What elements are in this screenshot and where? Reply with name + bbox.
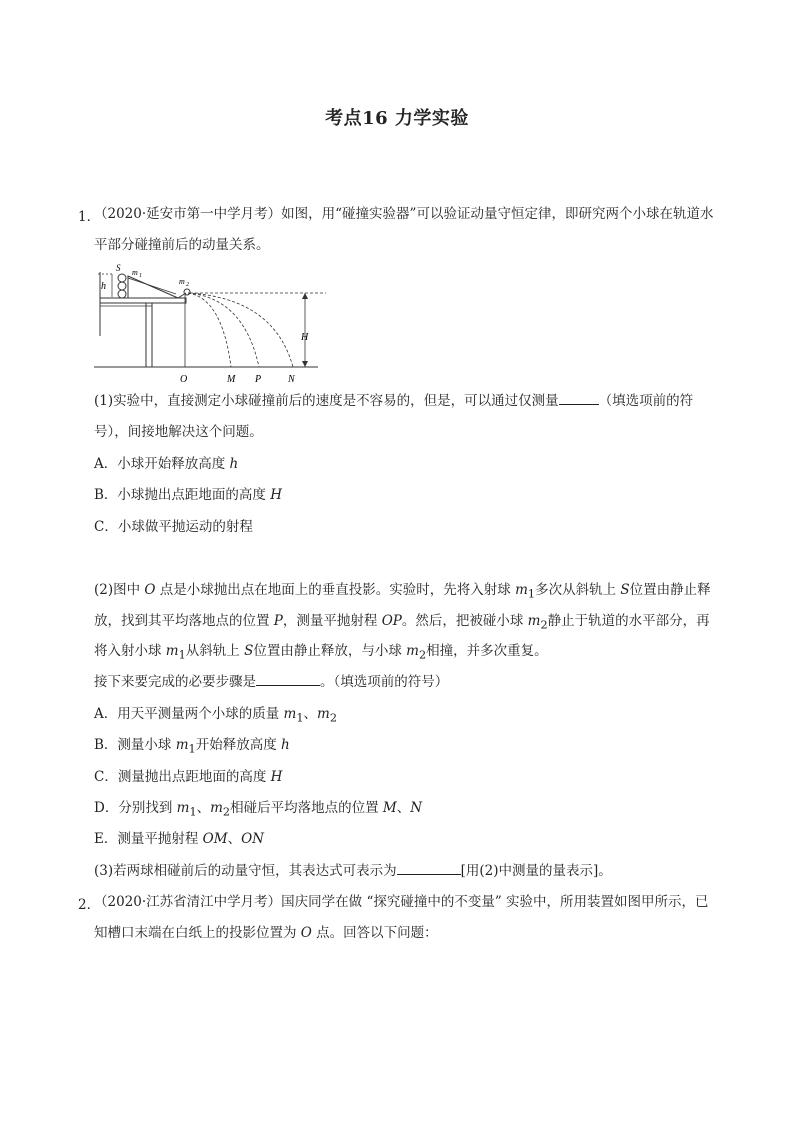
q1-part2-line-2: 放，找到其平均落地点的位置 P，测量平抛射程 OP。然后，把被碰小球 $m_2$静止于轨道的水平部分，再 — [94, 613, 710, 632]
label-P: P — [255, 374, 262, 385]
label-N: N — [288, 374, 295, 385]
q1-part1-option-a: A．小球开始释放高度 h — [94, 456, 239, 472]
q1-part3-line: (3)若两球相碰前后的动量守恒，其表达式可表示为 [用(2)中测量的量表示]。 — [94, 863, 612, 879]
label-m1: m — [132, 268, 138, 277]
q1-part1-option-b: B．小球抛出点距地面的高度 H — [94, 487, 282, 503]
label-m2: m — [179, 277, 185, 286]
q1-part2-line-1: (2)图中 O 点是小球抛出点在地面上的垂直投影。实验时，先将入射球 $m_1$多次从斜轨上 S位置由静止释 — [94, 582, 711, 601]
label-O: O — [180, 374, 188, 385]
label-M: M — [227, 374, 236, 385]
label-m2-sub: 2 — [186, 282, 189, 288]
q1-part1-option-c: C．小球做平抛运动的射程 — [94, 519, 253, 535]
q1-part2-option-a: A．用天平测量两个小球的质量 $m_1$、$m_2$ — [94, 706, 338, 725]
q1-part2-option-d: D．分别找到 $m_1$、$m_2$相碰后平均落地点的位置 M、N — [94, 800, 423, 819]
q1-part2-line-3: 将入射小球 $m_1$从斜轨上 S位置由静止释放，与小球 $m_2$相撞，并多次重复。 — [94, 643, 548, 662]
q1-part2-option-e: E．测量平抛射程 OM、ON — [94, 831, 264, 847]
q1-intro-line-2: 平部分碰撞前后的动量关系。 — [94, 237, 270, 253]
q1-part1-line-2: 号），间接地解决这个问题。 — [94, 424, 263, 440]
q1-part2-option-b: B．测量小球 $m_1$开始释放高度 h — [94, 737, 290, 756]
question-number-2: 2． — [78, 897, 101, 913]
question-number-1: 1． — [78, 209, 101, 225]
page-title: 考点16 力学实验 — [325, 108, 469, 129]
q1-intro-line-1: （2020·延安市第一中学月考）如图，用“碰撞实验器”可以验证动量守恒定律，即研究两个小球在轨道水 — [94, 206, 714, 222]
q1-part2-line-4: 接下来要完成的必要步骤是 。（填选项前的符号） — [94, 674, 449, 690]
q2-line-1: （2020·江苏省清江中学月考）国庆同学在做 “探究碰撞中的不变量” 实验中，所用装置如图甲所示，已 — [94, 894, 709, 910]
label-H: H — [301, 332, 309, 343]
label-m1-sub: 1 — [139, 273, 142, 279]
answer-blank-1[interactable] — [559, 392, 599, 405]
q2-line-2: 知槽口末端在白纸上的投影位置为 O 点。回答以下问题： — [94, 925, 438, 941]
q1-part1-line-1: (1)实验中，直接测定小球碰撞前后的速度是不容易的，但是，可以通过仅测量 （填选项前的符 — [94, 393, 694, 409]
answer-blank-2[interactable] — [256, 673, 320, 686]
label-h: h — [101, 281, 106, 292]
answer-blank-3[interactable] — [397, 862, 461, 875]
collision-apparatus-diagram — [94, 264, 334, 386]
q1-part2-option-c: C．测量抛出点距地面的高度 H — [94, 769, 283, 785]
label-S: S — [116, 264, 121, 273]
